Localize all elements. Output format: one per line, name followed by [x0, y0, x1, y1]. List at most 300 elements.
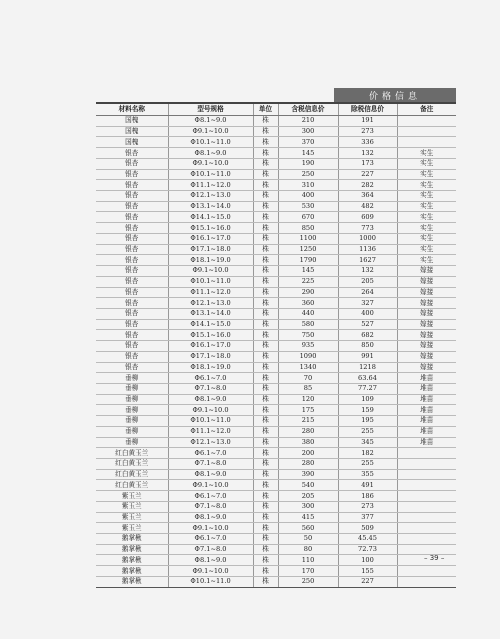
cell-price-tax-excl: 255	[338, 426, 397, 437]
table-header-row	[96, 104, 456, 116]
cell-remarks	[397, 501, 456, 512]
cell-remarks: 实生	[397, 233, 456, 244]
cell-spec: Φ14.1~15.0	[168, 212, 253, 223]
cell-spec: Φ6.1~7.0	[168, 491, 253, 502]
cell-material-name: 鹅掌楸	[96, 576, 168, 587]
cell-spec: Φ10.1~11.0	[168, 276, 253, 287]
cell-spec: Φ13.1~14.0	[168, 201, 253, 212]
cell-remarks: 堆苗	[397, 416, 456, 427]
cell-spec: Φ7.1~8.0	[168, 544, 253, 555]
cell-price-tax-excl: 527	[338, 319, 397, 330]
table-row	[96, 298, 456, 309]
cell-material-name: 鹅掌楸	[96, 555, 168, 566]
cell-unit: 株	[253, 480, 278, 491]
cell-unit: 株	[253, 330, 278, 341]
cell-unit: 株	[253, 319, 278, 330]
cell-price-tax-incl: 250	[278, 576, 338, 587]
page-number: – 39 –	[424, 554, 445, 562]
cell-spec: Φ8.1~9.0	[168, 116, 253, 127]
cell-unit: 株	[253, 426, 278, 437]
cell-remarks	[397, 480, 456, 491]
cell-price-tax-incl: 670	[278, 212, 338, 223]
cell-material-name: 垂柳	[96, 373, 168, 384]
cell-material-name: 银杏	[96, 191, 168, 202]
cell-material-name: 紫玉兰	[96, 491, 168, 502]
table-row	[96, 362, 456, 373]
table-row	[96, 126, 456, 137]
cell-unit: 株	[253, 244, 278, 255]
cell-material-name: 银杏	[96, 362, 168, 373]
cell-price-tax-excl: 227	[338, 169, 397, 180]
cell-price-tax-incl: 540	[278, 480, 338, 491]
cell-spec: Φ11.1~12.0	[168, 287, 253, 298]
cell-spec: Φ12.1~13.0	[168, 191, 253, 202]
cell-spec: Φ16.1~17.0	[168, 341, 253, 352]
cell-price-tax-excl: 1136	[338, 244, 397, 255]
table-row	[96, 491, 456, 502]
cell-price-tax-incl: 250	[278, 169, 338, 180]
cell-remarks	[397, 469, 456, 480]
cell-material-name: 国槐	[96, 137, 168, 148]
cell-price-tax-incl: 70	[278, 373, 338, 384]
cell-spec: Φ10.1~11.0	[168, 576, 253, 587]
cell-price-tax-incl: 850	[278, 223, 338, 234]
cell-unit: 株	[253, 501, 278, 512]
cell-remarks: 实生	[397, 158, 456, 169]
table-row	[96, 480, 456, 491]
table-row	[96, 330, 456, 341]
table-row	[96, 308, 456, 319]
table-row	[96, 255, 456, 266]
cell-spec: Φ9.1~10.0	[168, 158, 253, 169]
cell-material-name: 垂柳	[96, 394, 168, 405]
cell-remarks: 嫁接	[397, 341, 456, 352]
cell-price-tax-excl: 491	[338, 480, 397, 491]
cell-price-tax-excl: 63.64	[338, 373, 397, 384]
cell-price-tax-excl: 155	[338, 566, 397, 577]
table-row	[96, 394, 456, 405]
cell-price-tax-excl: 264	[338, 287, 397, 298]
cell-remarks: 实生	[397, 201, 456, 212]
table-row	[96, 116, 456, 127]
cell-unit: 株	[253, 383, 278, 394]
cell-unit: 株	[253, 362, 278, 373]
cell-spec: Φ11.1~12.0	[168, 180, 253, 191]
cell-price-tax-excl: 100	[338, 555, 397, 566]
cell-unit: 株	[253, 459, 278, 470]
cell-material-name: 银杏	[96, 319, 168, 330]
cell-material-name: 银杏	[96, 233, 168, 244]
cell-unit: 株	[253, 287, 278, 298]
cell-price-tax-incl: 205	[278, 491, 338, 502]
cell-unit: 株	[253, 148, 278, 159]
table-row	[96, 576, 456, 587]
cell-price-tax-excl: 609	[338, 212, 397, 223]
table-row	[96, 158, 456, 169]
cell-material-name: 红白黄玉兰	[96, 459, 168, 470]
cell-price-tax-excl: 1000	[338, 233, 397, 244]
cell-remarks	[397, 459, 456, 470]
cell-price-tax-incl: 1250	[278, 244, 338, 255]
cell-unit: 株	[253, 566, 278, 577]
cell-unit: 株	[253, 180, 278, 191]
table-row	[96, 437, 456, 448]
cell-price-tax-excl: 509	[338, 523, 397, 534]
cell-unit: 株	[253, 555, 278, 566]
cell-unit: 株	[253, 212, 278, 223]
cell-spec: Φ11.1~12.0	[168, 426, 253, 437]
cell-material-name: 垂柳	[96, 437, 168, 448]
cell-remarks	[397, 137, 456, 148]
header-material-name: 材料名称	[96, 104, 168, 116]
table-row	[96, 566, 456, 577]
cell-price-tax-excl: 400	[338, 308, 397, 319]
cell-remarks: 实生	[397, 244, 456, 255]
cell-remarks	[397, 116, 456, 127]
cell-remarks: 实生	[397, 255, 456, 266]
cell-spec: Φ9.1~10.0	[168, 405, 253, 416]
table-row	[96, 426, 456, 437]
table-row	[96, 351, 456, 362]
cell-unit: 株	[253, 255, 278, 266]
cell-material-name: 银杏	[96, 180, 168, 191]
cell-price-tax-incl: 400	[278, 191, 338, 202]
cell-price-tax-incl: 300	[278, 501, 338, 512]
cell-price-tax-incl: 120	[278, 394, 338, 405]
cell-price-tax-incl: 390	[278, 469, 338, 480]
cell-unit: 株	[253, 512, 278, 523]
cell-material-name: 紫玉兰	[96, 501, 168, 512]
cell-price-tax-incl: 215	[278, 416, 338, 427]
cell-unit: 株	[253, 534, 278, 545]
table-body	[96, 116, 456, 588]
cell-unit: 株	[253, 394, 278, 405]
cell-spec: Φ12.1~13.0	[168, 437, 253, 448]
cell-material-name: 红白黄玉兰	[96, 448, 168, 459]
cell-remarks: 嫁接	[397, 330, 456, 341]
table-row	[96, 555, 456, 566]
cell-material-name: 垂柳	[96, 405, 168, 416]
cell-spec: Φ7.1~8.0	[168, 459, 253, 470]
cell-price-tax-excl: 327	[338, 298, 397, 309]
price-table	[96, 104, 456, 588]
cell-spec: Φ18.1~19.0	[168, 255, 253, 266]
cell-price-tax-excl: 132	[338, 266, 397, 277]
cell-price-tax-excl: 45.45	[338, 534, 397, 545]
cell-material-name: 紫玉兰	[96, 523, 168, 534]
cell-price-tax-incl: 1790	[278, 255, 338, 266]
table-row	[96, 448, 456, 459]
cell-material-name: 银杏	[96, 255, 168, 266]
cell-price-tax-excl: 336	[338, 137, 397, 148]
cell-material-name: 银杏	[96, 341, 168, 352]
header-spec: 型号规格	[168, 104, 253, 116]
cell-remarks: 实生	[397, 223, 456, 234]
cell-material-name: 银杏	[96, 351, 168, 362]
cell-price-tax-excl: 77.27	[338, 383, 397, 394]
cell-price-tax-incl: 225	[278, 276, 338, 287]
cell-remarks: 堆苗	[397, 394, 456, 405]
table-row	[96, 201, 456, 212]
cell-remarks: 堆苗	[397, 373, 456, 384]
cell-remarks: 实生	[397, 180, 456, 191]
header-price-tax-incl: 含税信息价	[278, 104, 338, 116]
cell-price-tax-excl: 364	[338, 191, 397, 202]
cell-remarks: 实生	[397, 169, 456, 180]
cell-material-name: 银杏	[96, 330, 168, 341]
cell-price-tax-excl: 991	[338, 351, 397, 362]
cell-unit: 株	[253, 266, 278, 277]
cell-price-tax-incl: 370	[278, 137, 338, 148]
cell-unit: 株	[253, 576, 278, 587]
cell-price-tax-excl: 182	[338, 448, 397, 459]
cell-material-name: 红白黄玉兰	[96, 469, 168, 480]
cell-remarks	[397, 576, 456, 587]
cell-price-tax-incl: 360	[278, 298, 338, 309]
cell-unit: 株	[253, 469, 278, 480]
cell-material-name: 银杏	[96, 266, 168, 277]
cell-price-tax-excl: 205	[338, 276, 397, 287]
cell-material-name: 银杏	[96, 308, 168, 319]
cell-remarks	[397, 512, 456, 523]
cell-price-tax-incl: 310	[278, 180, 338, 191]
cell-price-tax-incl: 200	[278, 448, 338, 459]
cell-spec: Φ8.1~9.0	[168, 512, 253, 523]
cell-spec: Φ6.1~7.0	[168, 534, 253, 545]
cell-price-tax-excl: 255	[338, 459, 397, 470]
cell-spec: Φ7.1~8.0	[168, 501, 253, 512]
cell-material-name: 银杏	[96, 158, 168, 169]
cell-price-tax-excl: 282	[338, 180, 397, 191]
table-row	[96, 383, 456, 394]
cell-price-tax-incl: 210	[278, 116, 338, 127]
cell-spec: Φ15.1~16.0	[168, 223, 253, 234]
cell-price-tax-excl: 159	[338, 405, 397, 416]
cell-price-tax-incl: 110	[278, 555, 338, 566]
cell-spec: Φ10.1~11.0	[168, 169, 253, 180]
cell-price-tax-incl: 1340	[278, 362, 338, 373]
cell-price-tax-incl: 280	[278, 426, 338, 437]
table-row	[96, 501, 456, 512]
table-row	[96, 405, 456, 416]
cell-spec: Φ6.1~7.0	[168, 448, 253, 459]
cell-material-name: 银杏	[96, 212, 168, 223]
cell-price-tax-incl: 50	[278, 534, 338, 545]
cell-price-tax-excl: 377	[338, 512, 397, 523]
cell-unit: 株	[253, 308, 278, 319]
cell-price-tax-incl: 440	[278, 308, 338, 319]
table-row	[96, 169, 456, 180]
table-row	[96, 191, 456, 202]
cell-unit: 株	[253, 201, 278, 212]
cell-spec: Φ10.1~11.0	[168, 416, 253, 427]
cell-material-name: 垂柳	[96, 426, 168, 437]
cell-unit: 株	[253, 351, 278, 362]
cell-price-tax-incl: 175	[278, 405, 338, 416]
cell-material-name: 银杏	[96, 201, 168, 212]
cell-material-name: 银杏	[96, 276, 168, 287]
cell-material-name: 鹅掌楸	[96, 534, 168, 545]
cell-remarks: 实生	[397, 191, 456, 202]
cell-material-name: 鹅掌楸	[96, 566, 168, 577]
cell-price-tax-incl: 290	[278, 287, 338, 298]
cell-remarks: 嫁接	[397, 319, 456, 330]
cell-remarks: 实生	[397, 212, 456, 223]
cell-price-tax-excl: 482	[338, 201, 397, 212]
table-row	[96, 223, 456, 234]
cell-price-tax-incl: 530	[278, 201, 338, 212]
cell-spec: Φ8.1~9.0	[168, 148, 253, 159]
cell-price-tax-incl: 190	[278, 158, 338, 169]
cell-unit: 株	[253, 523, 278, 534]
cell-remarks: 堆苗	[397, 405, 456, 416]
cell-unit: 株	[253, 116, 278, 127]
table-row	[96, 212, 456, 223]
cell-material-name: 银杏	[96, 148, 168, 159]
header-unit: 单位	[253, 104, 278, 116]
cell-price-tax-excl: 682	[338, 330, 397, 341]
cell-material-name: 国槐	[96, 126, 168, 137]
table-row	[96, 233, 456, 244]
cell-unit: 株	[253, 158, 278, 169]
table-row	[96, 512, 456, 523]
cell-spec: Φ17.1~18.0	[168, 244, 253, 255]
cell-remarks	[397, 448, 456, 459]
cell-spec: Φ6.1~7.0	[168, 373, 253, 384]
cell-material-name: 银杏	[96, 298, 168, 309]
cell-spec: Φ13.1~14.0	[168, 308, 253, 319]
table-row	[96, 319, 456, 330]
cell-remarks: 嫁接	[397, 298, 456, 309]
cell-spec: Φ8.1~9.0	[168, 469, 253, 480]
cell-price-tax-excl: 173	[338, 158, 397, 169]
cell-price-tax-excl: 227	[338, 576, 397, 587]
cell-spec: Φ9.1~10.0	[168, 266, 253, 277]
cell-unit: 株	[253, 448, 278, 459]
cell-spec: Φ16.1~17.0	[168, 233, 253, 244]
cell-unit: 株	[253, 169, 278, 180]
cell-price-tax-excl: 355	[338, 469, 397, 480]
cell-remarks	[397, 523, 456, 534]
cell-price-tax-excl: 72.73	[338, 544, 397, 555]
table-row	[96, 180, 456, 191]
cell-unit: 株	[253, 491, 278, 502]
cell-price-tax-excl: 186	[338, 491, 397, 502]
cell-price-tax-incl: 85	[278, 383, 338, 394]
table-row	[96, 469, 456, 480]
cell-price-tax-excl: 109	[338, 394, 397, 405]
table-row	[96, 544, 456, 555]
cell-price-tax-incl: 415	[278, 512, 338, 523]
cell-remarks: 嫁接	[397, 287, 456, 298]
cell-spec: Φ17.1~18.0	[168, 351, 253, 362]
cell-spec: Φ12.1~13.0	[168, 298, 253, 309]
cell-remarks: 嫁接	[397, 351, 456, 362]
table-row	[96, 266, 456, 277]
cell-material-name: 银杏	[96, 244, 168, 255]
cell-price-tax-incl: 580	[278, 319, 338, 330]
cell-material-name: 银杏	[96, 287, 168, 298]
cell-remarks	[397, 126, 456, 137]
cell-material-name: 鹅掌楸	[96, 544, 168, 555]
cell-remarks: 堆苗	[397, 426, 456, 437]
cell-spec: Φ18.1~19.0	[168, 362, 253, 373]
cell-unit: 株	[253, 126, 278, 137]
cell-remarks	[397, 491, 456, 502]
cell-unit: 株	[253, 191, 278, 202]
cell-unit: 株	[253, 276, 278, 287]
table-row	[96, 459, 456, 470]
cell-unit: 株	[253, 137, 278, 148]
table-row	[96, 523, 456, 534]
cell-unit: 株	[253, 437, 278, 448]
table-row	[96, 244, 456, 255]
cell-price-tax-excl: 195	[338, 416, 397, 427]
cell-price-tax-incl: 1090	[278, 351, 338, 362]
cell-spec: Φ15.1~16.0	[168, 330, 253, 341]
cell-remarks: 嫁接	[397, 362, 456, 373]
cell-material-name: 红白黄玉兰	[96, 480, 168, 491]
cell-material-name: 银杏	[96, 223, 168, 234]
cell-remarks: 堆苗	[397, 383, 456, 394]
cell-material-name: 银杏	[96, 169, 168, 180]
header-remarks: 备注	[397, 104, 456, 116]
cell-price-tax-incl: 80	[278, 544, 338, 555]
cell-spec: Φ9.1~10.0	[168, 523, 253, 534]
cell-price-tax-excl: 850	[338, 341, 397, 352]
table-row	[96, 148, 456, 159]
cell-price-tax-incl: 300	[278, 126, 338, 137]
section-banner: 价格信息	[334, 88, 456, 102]
cell-material-name: 国槐	[96, 116, 168, 127]
cell-price-tax-incl: 280	[278, 459, 338, 470]
header-price-tax-excl: 除税信息价	[338, 104, 397, 116]
table-row	[96, 276, 456, 287]
cell-price-tax-excl: 1627	[338, 255, 397, 266]
table-row	[96, 341, 456, 352]
cell-unit: 株	[253, 341, 278, 352]
cell-price-tax-incl: 560	[278, 523, 338, 534]
cell-unit: 株	[253, 416, 278, 427]
cell-price-tax-excl: 273	[338, 501, 397, 512]
cell-price-tax-excl: 773	[338, 223, 397, 234]
cell-price-tax-incl: 380	[278, 437, 338, 448]
cell-price-tax-excl: 273	[338, 126, 397, 137]
cell-spec: Φ8.1~9.0	[168, 394, 253, 405]
table-row	[96, 137, 456, 148]
table-row	[96, 416, 456, 427]
cell-spec: Φ10.1~11.0	[168, 137, 253, 148]
cell-remarks: 堆苗	[397, 437, 456, 448]
cell-remarks	[397, 566, 456, 577]
cell-price-tax-incl: 145	[278, 266, 338, 277]
cell-spec: Φ9.1~10.0	[168, 566, 253, 577]
cell-price-tax-excl: 1218	[338, 362, 397, 373]
cell-spec: Φ8.1~9.0	[168, 555, 253, 566]
cell-price-tax-incl: 145	[278, 148, 338, 159]
cell-price-tax-incl: 935	[278, 341, 338, 352]
cell-unit: 株	[253, 223, 278, 234]
cell-material-name: 垂柳	[96, 416, 168, 427]
cell-unit: 株	[253, 373, 278, 384]
cell-remarks: 嫁接	[397, 308, 456, 319]
cell-spec: Φ14.1~15.0	[168, 319, 253, 330]
cell-unit: 株	[253, 405, 278, 416]
cell-price-tax-excl: 132	[338, 148, 397, 159]
cell-remarks: 嫁接	[397, 276, 456, 287]
cell-remarks: 实生	[397, 148, 456, 159]
cell-spec: Φ9.1~10.0	[168, 126, 253, 137]
